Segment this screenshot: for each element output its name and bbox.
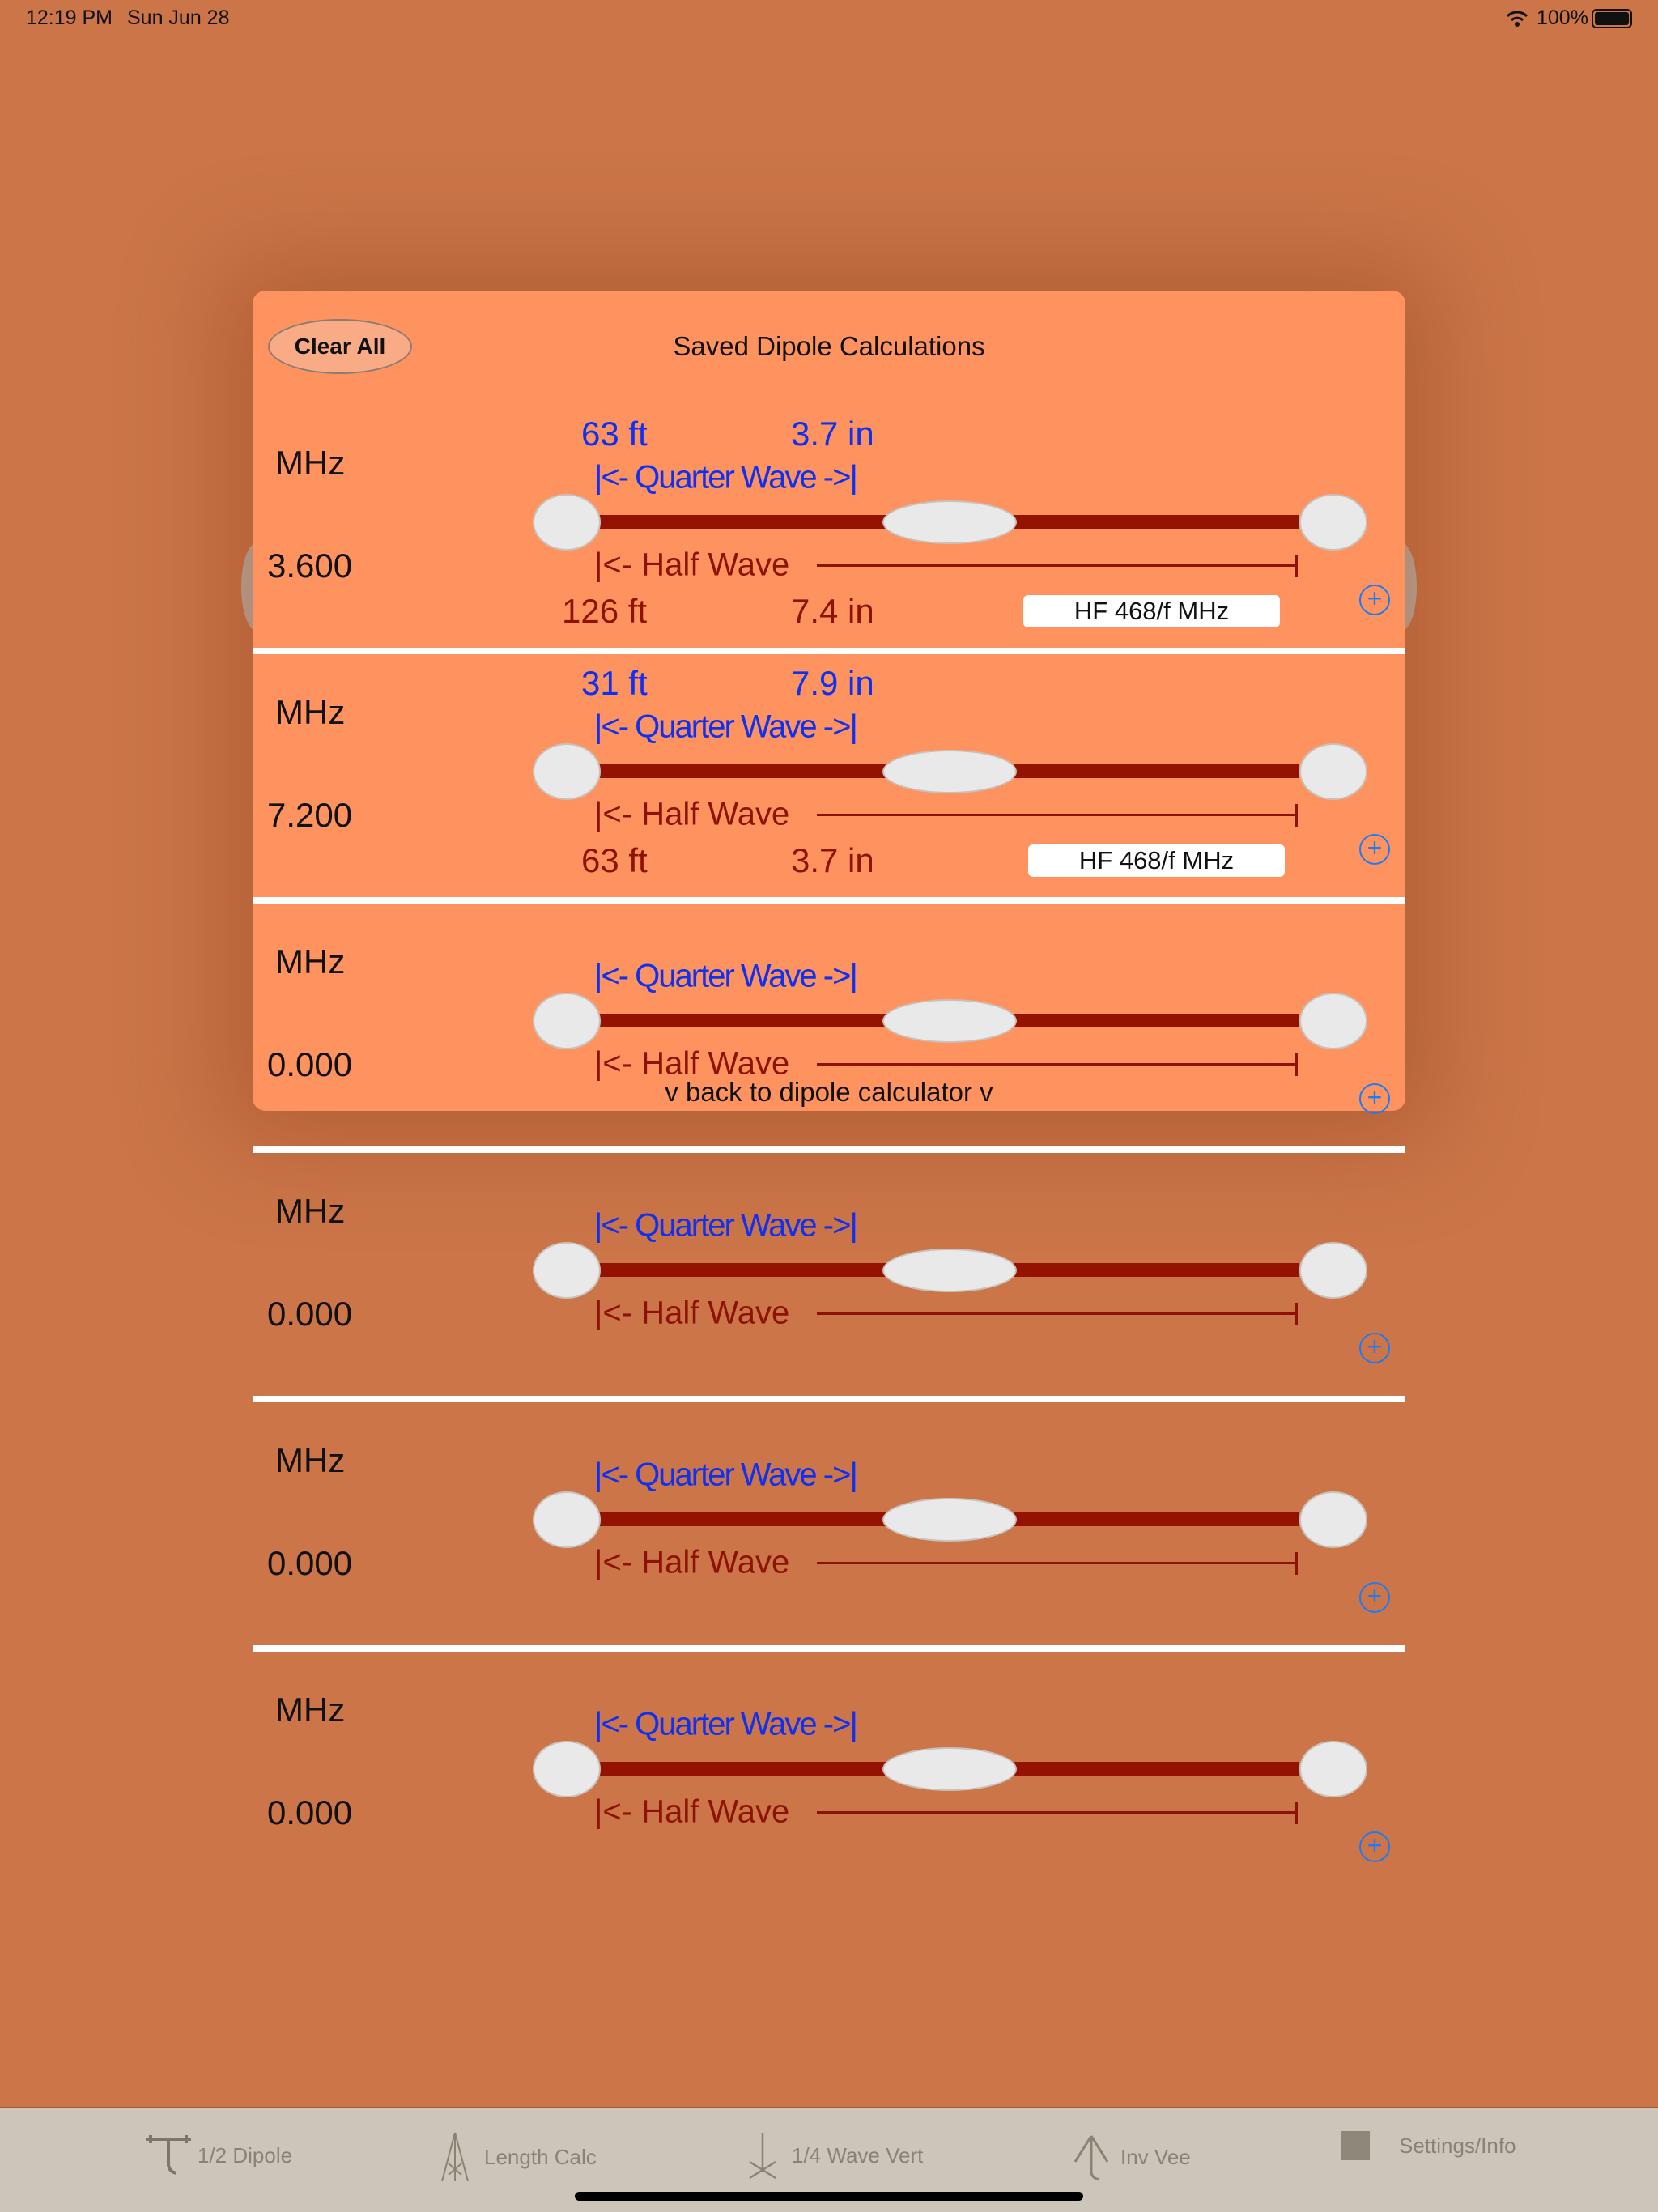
half-wave-inches: 7.4 in xyxy=(791,592,874,630)
tab-length-calc[interactable] xyxy=(431,2131,597,2183)
end-insulator-icon xyxy=(1299,1741,1367,1797)
half-wave-arrow xyxy=(817,1811,1295,1814)
saved-calculation-row xyxy=(253,404,1405,649)
tab-label: 1/2 Dipole xyxy=(198,2142,293,2167)
half-wave-label: |<- Half Wave xyxy=(594,796,790,832)
half-wave-arrow-end xyxy=(1295,804,1298,827)
add-icon[interactable]: + xyxy=(1359,1333,1390,1363)
center-insulator-icon xyxy=(882,500,1017,544)
frequency-value: 0.000 xyxy=(267,1045,353,1083)
row-divider xyxy=(253,1396,1405,1402)
half-wave-arrow xyxy=(817,564,1295,567)
quarter-wave-label: |<- Quarter Wave ->| xyxy=(594,1457,857,1493)
add-icon[interactable]: + xyxy=(1359,585,1390,615)
panel-title: Saved Dipole Calculations xyxy=(673,331,985,361)
mhz-label: MHz xyxy=(275,1691,346,1729)
center-insulator-icon xyxy=(882,750,1017,793)
mhz-label: MHz xyxy=(275,444,346,482)
add-icon[interactable]: + xyxy=(1359,1083,1390,1114)
settings-icon xyxy=(1341,2131,1370,2160)
wifi-icon xyxy=(1506,10,1528,26)
saved-calculations-panel xyxy=(253,291,1405,1860)
half-wave-arrow xyxy=(817,814,1295,816)
saved-calculation-row xyxy=(253,1651,1405,1895)
home-indicator[interactable] xyxy=(575,2192,1083,2201)
end-insulator-icon xyxy=(533,1491,601,1548)
quarter-wave-inches: 3.7 in xyxy=(791,415,874,453)
tower-icon xyxy=(431,2131,479,2183)
row-divider xyxy=(253,897,1405,904)
center-insulator-icon xyxy=(882,999,1017,1043)
saved-calculation-row xyxy=(253,1152,1405,1397)
saved-calculation-row xyxy=(253,1402,1405,1646)
end-insulator-icon xyxy=(533,494,601,551)
end-insulator-icon xyxy=(533,1242,601,1299)
mhz-label: MHz xyxy=(275,1441,346,1479)
tab-half-dipole[interactable] xyxy=(144,2131,292,2180)
battery-icon xyxy=(1592,9,1632,28)
half-wave-arrow-end xyxy=(1295,1303,1298,1325)
frequency-value: 0.000 xyxy=(267,1544,353,1582)
quarter-wave-feet: 63 ft xyxy=(581,415,648,453)
quarter-wave-label: |<- Quarter Wave ->| xyxy=(594,1207,857,1244)
center-insulator-icon xyxy=(882,1498,1017,1542)
half-wave-arrow xyxy=(817,1063,1295,1066)
add-icon[interactable]: + xyxy=(1359,834,1390,865)
dipole-icon xyxy=(144,2131,193,2180)
tab-label: Inv Vee xyxy=(1120,2144,1191,2169)
tab-label: Length Calc xyxy=(484,2144,597,2169)
end-insulator-icon xyxy=(533,993,601,1049)
half-wave-arrow-end xyxy=(1295,1552,1298,1575)
half-wave-inches: 3.7 in xyxy=(791,841,874,879)
half-wave-feet: 126 ft xyxy=(562,592,648,630)
half-wave-arrow-end xyxy=(1295,1802,1298,1824)
mhz-label: MHz xyxy=(275,942,346,981)
end-insulator-icon xyxy=(533,743,601,800)
center-insulator-icon xyxy=(882,1249,1017,1292)
row-divider xyxy=(253,1146,1405,1153)
quarter-wave-inches: 7.9 in xyxy=(791,664,874,702)
mhz-label: MHz xyxy=(275,693,346,731)
saved-calculation-row xyxy=(253,653,1405,898)
end-insulator-icon xyxy=(1299,1491,1367,1548)
frequency-value: 0.000 xyxy=(267,1793,353,1831)
row-divider xyxy=(253,1645,1405,1652)
half-wave-label: |<- Half Wave xyxy=(594,1544,790,1580)
tab-label: Settings/Info xyxy=(1399,2133,1516,2158)
frequency-value: 0.000 xyxy=(267,1295,353,1333)
status-date: Sun Jun 28 xyxy=(127,6,230,29)
back-to-calculator-link[interactable]: v back to dipole calculator v xyxy=(665,1077,993,1107)
frequency-value: 3.600 xyxy=(267,547,353,585)
end-insulator-icon xyxy=(533,1741,601,1797)
vertical-icon xyxy=(738,2131,787,2180)
frequency-value: 7.200 xyxy=(267,796,353,834)
formula-badge: HF 468/f MHz xyxy=(1023,595,1280,627)
half-wave-label: |<- Half Wave xyxy=(594,1295,790,1331)
end-insulator-icon xyxy=(1299,494,1367,551)
mhz-label: MHz xyxy=(275,1192,346,1230)
add-icon[interactable]: + xyxy=(1359,1582,1390,1613)
half-wave-arrow xyxy=(817,1562,1295,1564)
half-wave-arrow xyxy=(817,1312,1295,1315)
half-wave-feet: 63 ft xyxy=(581,841,648,879)
add-icon[interactable]: + xyxy=(1359,1831,1390,1862)
saved-calculation-row xyxy=(253,903,1405,1147)
half-wave-arrow-end xyxy=(1295,1053,1298,1076)
inv-vee-icon xyxy=(1067,2131,1116,2183)
status-time: 12:19 PM xyxy=(26,6,113,29)
end-insulator-icon xyxy=(1299,743,1367,800)
tab-label: 1/4 Wave Vert xyxy=(792,2142,924,2167)
half-wave-arrow-end xyxy=(1295,555,1298,577)
half-wave-label: |<- Half Wave xyxy=(594,1045,790,1082)
tab-inv-vee[interactable] xyxy=(1067,2131,1191,2183)
row-divider xyxy=(253,648,1405,654)
tab-settings-info[interactable] xyxy=(1341,2131,1516,2160)
formula-badge: HF 468/f MHz xyxy=(1028,844,1285,877)
quarter-wave-label: |<- Quarter Wave ->| xyxy=(594,459,857,496)
quarter-wave-label: |<- Quarter Wave ->| xyxy=(594,1706,857,1742)
quarter-wave-feet: 31 ft xyxy=(581,664,648,702)
clear-all-button[interactable]: Clear All xyxy=(268,319,412,374)
battery-percent: 100% xyxy=(1537,6,1588,29)
quarter-wave-label: |<- Quarter Wave ->| xyxy=(594,708,857,745)
quarter-wave-label: |<- Quarter Wave ->| xyxy=(594,958,857,994)
half-wave-label: |<- Half Wave xyxy=(594,547,790,583)
end-insulator-icon xyxy=(1299,1242,1367,1299)
end-insulator-icon xyxy=(1299,993,1367,1049)
tab-quarter-wave-vert[interactable] xyxy=(738,2131,923,2180)
center-insulator-icon xyxy=(882,1747,1017,1791)
half-wave-label: |<- Half Wave xyxy=(594,1793,790,1830)
